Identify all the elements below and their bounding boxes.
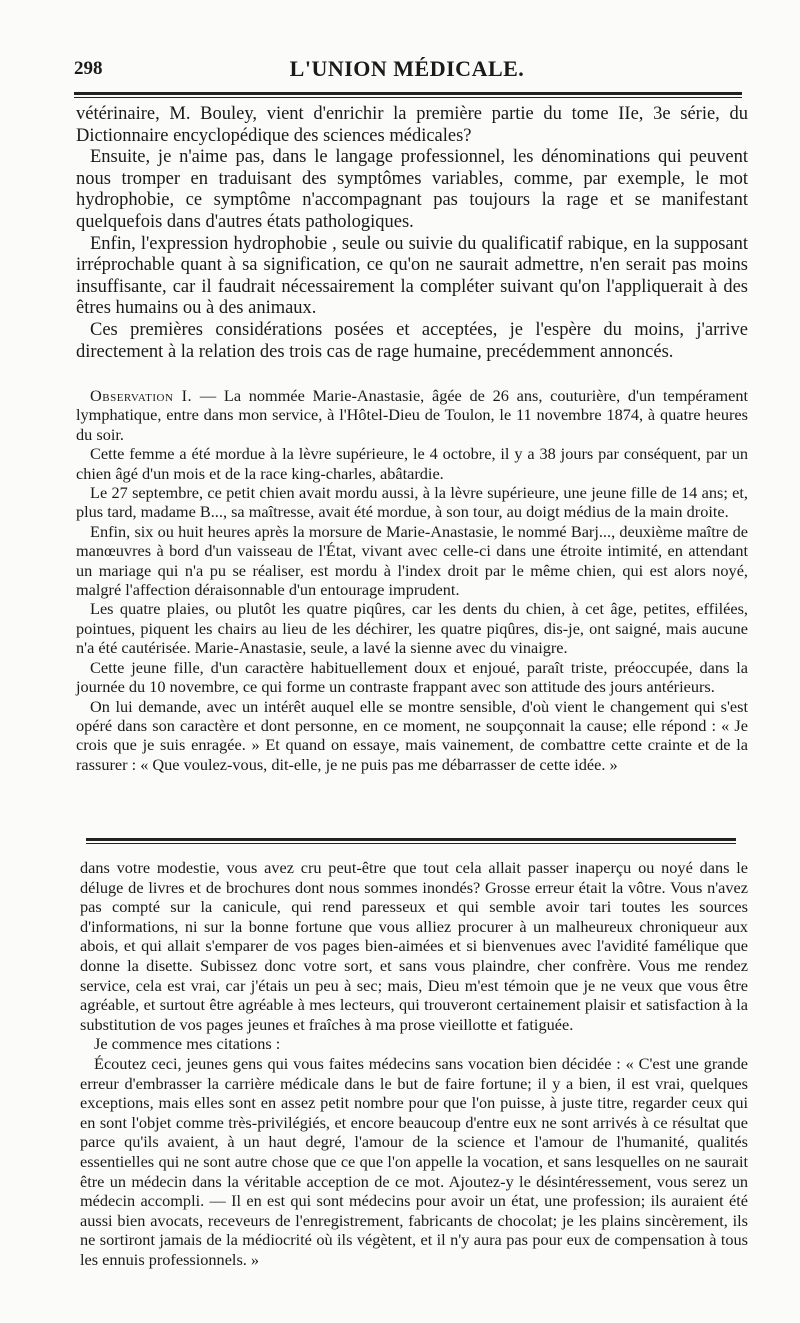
paragraph: On lui demande, avec un intérêt auquel elle se montre sensible, d'où vient le changement qui s'est opéré dans son caractère et dont personne, en ce moment, ne soupçonnait la cause; elle répond : « Je crois que je suis enragée. » Et quand on essaye, mais vainement, de combattre cette crainte et de la rassurer : « Que voulez-vous, dit-elle, je ne puis pas me débarrasser de cette idée. » (76, 696, 748, 774)
feuilleton-section (80, 858, 748, 1269)
header-rule (74, 92, 742, 98)
paragraph: dans votre modestie, vous avez cru peut-être que tout cela allait passer inaperçu ou noyé dans le déluge de livres et de brochures dont nous sommes inondés? Grosse erreur était la vôtre. Vous n'avez pas compté sur la canicule, qui rend paresseux et qui semble avoir tari toutes les sources d'informations, ni sur la bonne fortune que vous alliez procurer à un malheureux chroniqueur aux abois, et qui allait s'emparer de vos pages bien-aimées et si bienvenues avec l'avidité famélique que donne la disette. Subissez donc votre sort, et sans vous plaindre, cher confrère. Vous me rendez service, cela est vrai, car j'étais un peu à sec; mais, Dieu m'est témoin que je ne veux que vous être agréable, et surtout être agréable à mes lecteurs, qui trouveront certainement plaisir et satisfaction à la substitution de vos pages jeunes et fraîches à ma prose vieillotte et fatiguée. (80, 858, 748, 1034)
main-text (76, 104, 748, 363)
observation-label: Observation I. (90, 386, 193, 405)
paragraph: Cette jeune fille, d'un caractère habituellement doux et enjoué, paraît triste, préoccupée, dans la journée du 10 novembre, ce qui forme un contraste frappant avec son attitude des jours antérieurs. (76, 657, 748, 697)
page-header (74, 56, 740, 90)
observation-text: — La nommée Marie-Anastasie, âgée de 26 ans, couturière, d'un tempérament lymphatique, entre dans mon service, à l'Hôtel-Dieu de Toulon, le 11 novembre 1874, à quatre heures du soir. (76, 386, 748, 444)
paragraph: Ensuite, je n'aime pas, dans le langage professionnel, les dénominations qui peuvent nous tromper en traduisant des symptômes variables, comme, par exemple, le mot hydrophobie, ce symptôme n'accompagnant pas toujours la rage et se manifestant quelquefois dans d'autres états pathologiques. (76, 147, 748, 232)
paragraph: vétérinaire, M. Bouley, vient d'enrichir la première partie du tome IIe, 3e série, du Dictionnaire encyclopédique des sciences médicales? (76, 104, 748, 146)
paragraph: Le 27 septembre, ce petit chien avait mordu aussi, à la lèvre supérieure, une jeune fille de 14 ans; et, plus tard, madame B..., sa maîtresse, avait été mordue, à son tour, au doigt médius de la main droite. (76, 483, 748, 522)
feuilleton-separator (86, 838, 736, 844)
observation-opening (76, 386, 748, 444)
paragraph: Ces premières considérations posées et acceptées, je l'espère du moins, j'arrive directement à la relation des trois cas de rage humaine, precédemment annoncés. (76, 319, 748, 362)
paragraph: Cette femme a été mordue à la lèvre supérieure, le 4 octobre, il y a 38 jours par conséquent, par un chien âgé d'un mois et de la race king-charles, abâtardie. (76, 444, 748, 483)
paragraph: Je commence mes citations : (94, 1034, 281, 1054)
paragraph: Écoutez ceci, jeunes gens qui vous faites médecins sans vocation bien décidée : « C'est une grande erreur d'embrasser la carrière médicale dans le but de faire fortune; il y a bien, il est vrai, quelques exceptions, mais elles sont en assez petit nombre pour que l'on puisse, à juste titre, regarder ceux qui en sont l'objet comme très-privilégiés, et encore beaucoup d'entre eux ne sont arrivés à ce résultat que parce qu'ils avaient, à un haut degré, l'amour de la science et l'amour de l'humanité, qualités essentielles qui ne sont autre chose que ce que l'on appelle la vocation, et sans lesquelles on ne saurait être un médecin dans la véritable acception de ce mot. Ajoutez-y le désintéressement, vous serez un médecin accompli. — Il en est qui sont médecins pour avoir un état, une profession; ils auraient été aussi bien avocats, receveurs de l'enregistrement, fabricants de chocolat; je les plains sincèrement, ils ne sortiront jamais de la médiocrité où ils végètent, et il n'y aura pas pour eux de compensation à tous les ennuis professionnels. » (80, 1053, 748, 1269)
running-head: L'UNION MÉDICALE. (289, 56, 525, 81)
page-number: 298 (74, 58, 103, 79)
paragraph: Enfin, l'expression hydrophobie , seule ou suivie du qualificatif rabique, en la supposant irréprochable quant à sa signification, ce qu'on ne saurait admettre, n'en serait pas moins insuffisante, car il faudrait nécessairement la compléter suivant qu'on l'appliquerait à des êtres humains ou à des animaux. (76, 233, 748, 319)
paragraph: Enfin, six ou huit heures après la morsure de Marie-Anastasie, le nommé Barj..., deuxième maître de manœuvres à bord d'un vaisseau de l'État, vivant avec celle-ci dans une étroite intimité, en attendant un mariage qui n'a pu se réaliser, est mordu à l'index droit par le même chien, qui est alors noyé, malgré l'affection déraisonnable d'un entourage imprudent. (76, 521, 748, 600)
paragraph: Les quatre plaies, ou plutôt les quatre piqûres, car les dents du chien, à cet âge, petites, effilées, pointues, piquent les chairs au lieu de les déchirer, les quatre piqûres, dis-je, ont saigné, mais aucune n'a été cautérisée. Marie-Anastasie, seule, a lavé la sienne avec du vinaigre. (76, 599, 748, 658)
observation-section (76, 386, 748, 774)
